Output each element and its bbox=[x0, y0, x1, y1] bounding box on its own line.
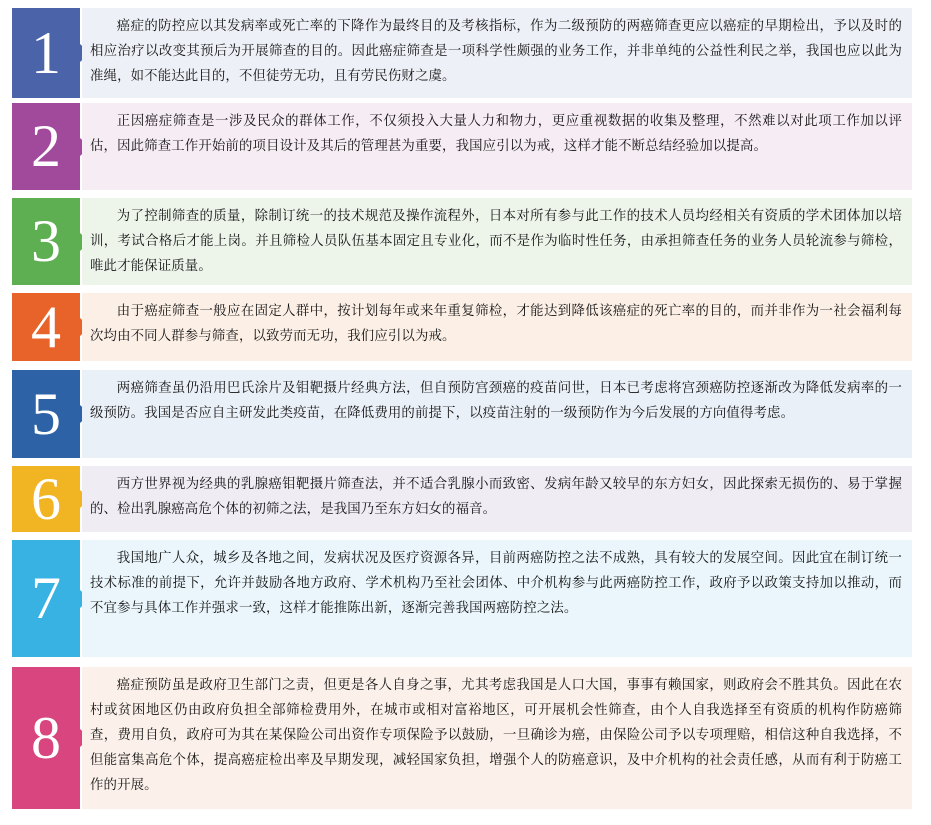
item-text: 西方世界视为经典的乳腺癌钼靶摄片筛查法，并不适合乳腺小而致密、发病年龄又较早的东方妇女，因此探索无损伤的、易于掌握的、检出乳腺癌高危个体的初筛之法，是我国乃至东方妇女的福音。 bbox=[90, 477, 902, 517]
item-number: 5 bbox=[31, 380, 61, 447]
item-number: 2 bbox=[31, 113, 61, 179]
item-number-badge bbox=[12, 370, 80, 458]
item-row-3 bbox=[12, 198, 912, 285]
item-number-badge bbox=[12, 198, 80, 285]
item-text: 为了控制筛查的质量，除制订统一的技术规范及操作流程外，日本对所有参与此工作的技术人员均经相关有资质的学术团体加以培训，考试合格后才能上岗。并且筛检人员队伍基本固定且专业化，而不是作为临时性任务，由承担筛查任务的业务人员轮流参与筛检，唯此才能保证质量。 bbox=[90, 209, 902, 274]
item-row-2 bbox=[12, 103, 912, 190]
item-number-badge bbox=[12, 540, 80, 657]
item-number: 8 bbox=[31, 704, 61, 771]
item-row-7 bbox=[12, 540, 912, 657]
item-row-6 bbox=[12, 466, 912, 532]
item-number: 7 bbox=[31, 565, 61, 631]
item-text-box bbox=[82, 540, 912, 657]
item-text-box bbox=[82, 370, 912, 458]
item-text-box bbox=[82, 667, 912, 809]
item-number: 4 bbox=[31, 293, 61, 360]
item-row-1 bbox=[12, 8, 912, 98]
item-text-box bbox=[82, 8, 912, 98]
item-number: 1 bbox=[31, 19, 61, 86]
item-text: 两癌筛查虽仍沿用巴氏涂片及钼靶摄片经典方法，但自预防宫颈癌的疫苗问世，日本已考虑将宫颈癌防控逐渐改为降低发病率的一级预防。我国是否应自主研发此类疫苗，在降低费用的前提下，以疫苗注射的一级预防作为今后发展的方向值得考虑。 bbox=[90, 381, 902, 421]
item-text: 癌症预防虽是政府卫生部门之责，但更是各人自身之事，尤其考虑我国是人口大国，事事有赖国家，则政府会不胜其负。因此在农村或贫困地区仍由政府负担全部筛检费用外，在城市或相对富裕地区，可开展机会性筛查，由个人自我选择至有资质的机构作防癌筛查，费用自负，政府可为其在某保险公司出资作专项保险予以鼓励，一旦确诊为癌，由保险公司予以专项理赔，相信这种自我选择，不但能富集高危个体，提高癌症检出率及早期发现，减轻国家负担，增强个人的防癌意识，及中介机构的社会责任感，从而有利于防癌工作的开展。 bbox=[90, 678, 902, 793]
item-number-badge bbox=[12, 466, 80, 532]
item-text-box bbox=[82, 103, 912, 190]
item-number-badge bbox=[12, 8, 80, 98]
item-text: 我国地广人众，城乡及各地之间，发病状况及医疗资源各异，目前两癌防控之法不成熟，具有较大的发展空间。因此宜在制订统一技术标准的前提下，允许并鼓励各地方政府、学术机构乃至社会团体、中介机构参与此两癌防控工作，政府予以政策支持加以推动，而不宜参与具体工作并强求一致，这样才能推陈出新，逐渐完善我国两癌防控之法。 bbox=[90, 551, 902, 616]
item-number-badge bbox=[12, 103, 80, 190]
item-row-8 bbox=[12, 667, 912, 809]
item-number-badge bbox=[12, 293, 80, 361]
item-text: 正因癌症筛查是一涉及民众的群体工作，不仅须投入大量人力和物力，更应重视数据的收集及整理，不然难以对此项工作加以评估，因此筛查工作开始前的项目设计及其后的管理甚为重要，我国应引以为戒，这样才能不断总结经验加以提高。 bbox=[90, 114, 902, 154]
item-text-box bbox=[82, 293, 912, 361]
item-number: 6 bbox=[31, 465, 61, 532]
item-row-5 bbox=[12, 370, 912, 458]
item-text-box bbox=[82, 466, 912, 532]
item-text-box bbox=[82, 198, 912, 285]
item-number: 3 bbox=[31, 208, 61, 274]
item-row-4 bbox=[12, 293, 912, 361]
item-number-badge bbox=[12, 667, 80, 809]
item-text: 癌症的防控应以其发病率或死亡率的下降作为最终目的及考核指标，作为二级预防的两癌筛查更应以癌症的早期检出，予以及时的相应治疗以改变其预后为开展筛查的目的。因此癌症筛查是一项科学性颇强的业务工作，并非单纯的公益性利民之举，我国也应以此为准绳，如不能达此目的，不但徒劳无功，且有劳民伤财之虞。 bbox=[90, 19, 902, 84]
item-text: 由于癌症筛查一般应在固定人群中，按计划每年或来年重复筛检，才能达到降低该癌症的死亡率的目的，而并非作为一社会福利每次均由不同人群参与筛查，以致劳而无功，我们应引以为戒。 bbox=[90, 304, 902, 344]
